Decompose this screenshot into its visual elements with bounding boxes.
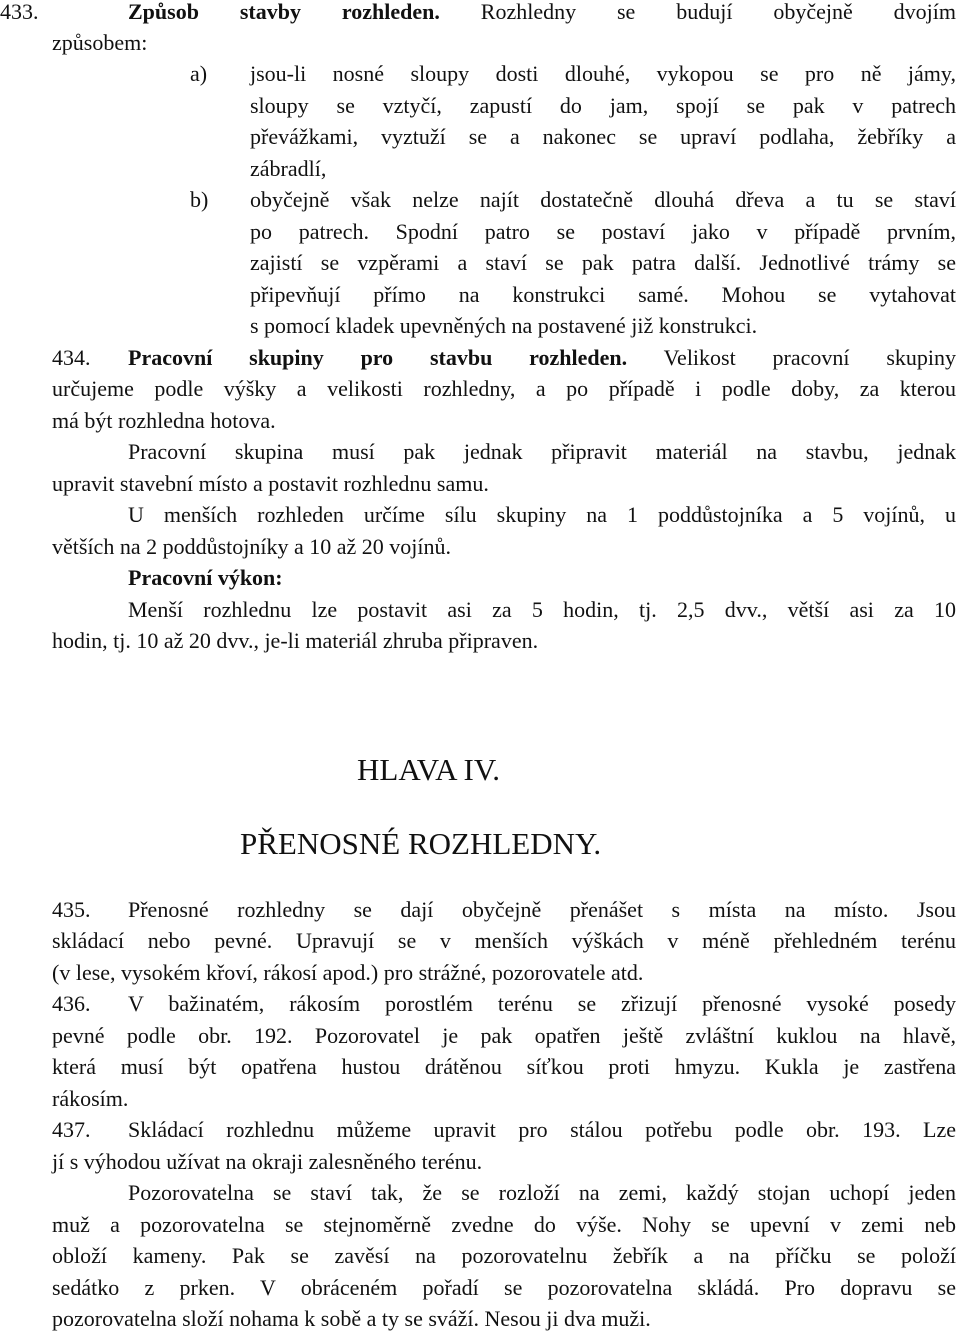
list-item-line: jsou-li nosné sloupy dosti dlouhé, vykopou se pro ně jámy, (250, 61, 956, 86)
list-label: b) (190, 187, 209, 212)
paragraph-line: obloží kameny. Pak se zavěsí na pozorovatelnu žebřík a na příčku se položí (52, 1243, 956, 1268)
paragraph-line: větších na 2 poddůstojníky a 10 až 20 vojínů. (52, 534, 451, 559)
list-item-line: převážkami, vyztuží se a nakonec se upraví podlaha, žebříky a (250, 124, 956, 149)
list-item-line: obyčejně však nelze najít dostatečně dlouhá dřeva a tu se staví (250, 187, 956, 212)
list-item-line: sloupy se vztyčí, zapustí do jam, spojí se pak v patrech (250, 93, 956, 118)
subheading: Pracovní výkon: (128, 565, 283, 590)
paragraph-line: určujeme podle výšky a velikosti rozhledny, a po případě i podle doby, za kterou (52, 376, 956, 401)
paragraph-line: Přenosné rozhledny se dají obyčejně přenášet s místa na místo. Jsou (128, 897, 956, 922)
paragraph-line: má být rozhledna hotova. (52, 408, 276, 433)
list-label: a) (190, 61, 208, 86)
chapter-label: HLAVA IV. (357, 752, 500, 787)
list-item-line: s pomocí kladek upevněných na postavené již konstrukci. (250, 313, 758, 338)
paragraph-line: Pozorovatelna se staví tak, že se rozloží na zemi, každý stojan uchopí jeden (128, 1180, 956, 1205)
paragraph-line: jí s výhodou užívat na okraji zalesněného terénu. (52, 1149, 483, 1174)
chapter-title: PŘENOSNÉ ROZHLEDNY. (240, 826, 602, 861)
paragraph-line: která musí být opatřena hustou drátěnou síťkou proti hmyzu. Kukla je zastřena (52, 1054, 956, 1079)
paragraph-line: Skládací rozhlednu můžeme upravit pro stálou potřebu podle obr. 193. Lze (128, 1117, 956, 1142)
list-item-line: zajistí se vzpěrami a staví se pak patra další. Jednotlivé trámy se (250, 250, 956, 275)
section-number: 437. (52, 1117, 91, 1142)
section-number: 433. (0, 0, 39, 24)
paragraph-line: upravit stavební místo a postavit rozhlednu samu. (52, 471, 489, 496)
section-number: 434. (52, 345, 91, 370)
section-heading: Způsob stavby rozhleden. (128, 0, 440, 24)
paragraph-line: Menší rozhlednu lze postavit asi za 5 hodin, tj. 2,5 dvv., větší asi za 10 (128, 597, 956, 622)
paragraph-line: V bažinatém, rákosím porostlém terénu se zřizují přenosné vysoké posedy (128, 991, 956, 1016)
list-item-line: připevňují přímo na konstrukci samé. Mohou se vytahovat (250, 282, 956, 307)
section-first-line (128, 0, 956, 28)
section-number: 435. (52, 897, 91, 922)
paragraph-line: sedátko z prken. V obráceném pořadí se pozorovatelna skládá. Pro dopravu se (52, 1275, 956, 1300)
paragraph-line: rákosím. (52, 1086, 129, 1111)
paragraph-line: hodin, tj. 10 až 20 dvv., je-li materiál zhruba připraven. (52, 628, 539, 653)
paragraph-line: pozorovatelna složí nohama k sobě a ty se sváží. Nesou ji dva muži. (52, 1306, 651, 1331)
section-heading: Pracovní skupiny pro stavbu rozhleden. (128, 345, 628, 370)
paragraph-line: pevné podle obr. 192. Pozorovatel je pak opatřen ještě zvláštní kuklou na hlavě, (52, 1023, 956, 1048)
paragraph-line: (v lese, vysokém křoví, rákosí apod.) pro strážné, pozorovatele atd. (52, 960, 644, 985)
paragraph-line: Pracovní skupina musí pak jednak připravit materiál na stavbu, jednak (128, 439, 956, 464)
paragraph-line: muž a pozorovatelna se stejnoměrně zvedne do výše. Nohy se upevní v zemi neb (52, 1212, 956, 1237)
paragraph-line: U menších rozhleden určíme sílu skupiny na 1 poddůstojníka a 5 vojínů, u (128, 502, 956, 527)
paragraph-line: způsobem: (52, 30, 148, 55)
list-item-line: zábradlí, (250, 156, 327, 181)
list-item-line: po patrech. Spodní patro se postaví jako v případě prvním, (250, 219, 956, 244)
section-number: 436. (52, 991, 91, 1016)
paragraph-text: Velikost pracovní skupiny (663, 345, 957, 370)
section-first-line (128, 342, 956, 374)
paragraph-text: Rozhledny se budují obyčejně dvojím (480, 0, 956, 24)
paragraph-line: skládací nebo pevné. Upravují se v menších výškách v méně přehledném terénu (52, 928, 956, 953)
